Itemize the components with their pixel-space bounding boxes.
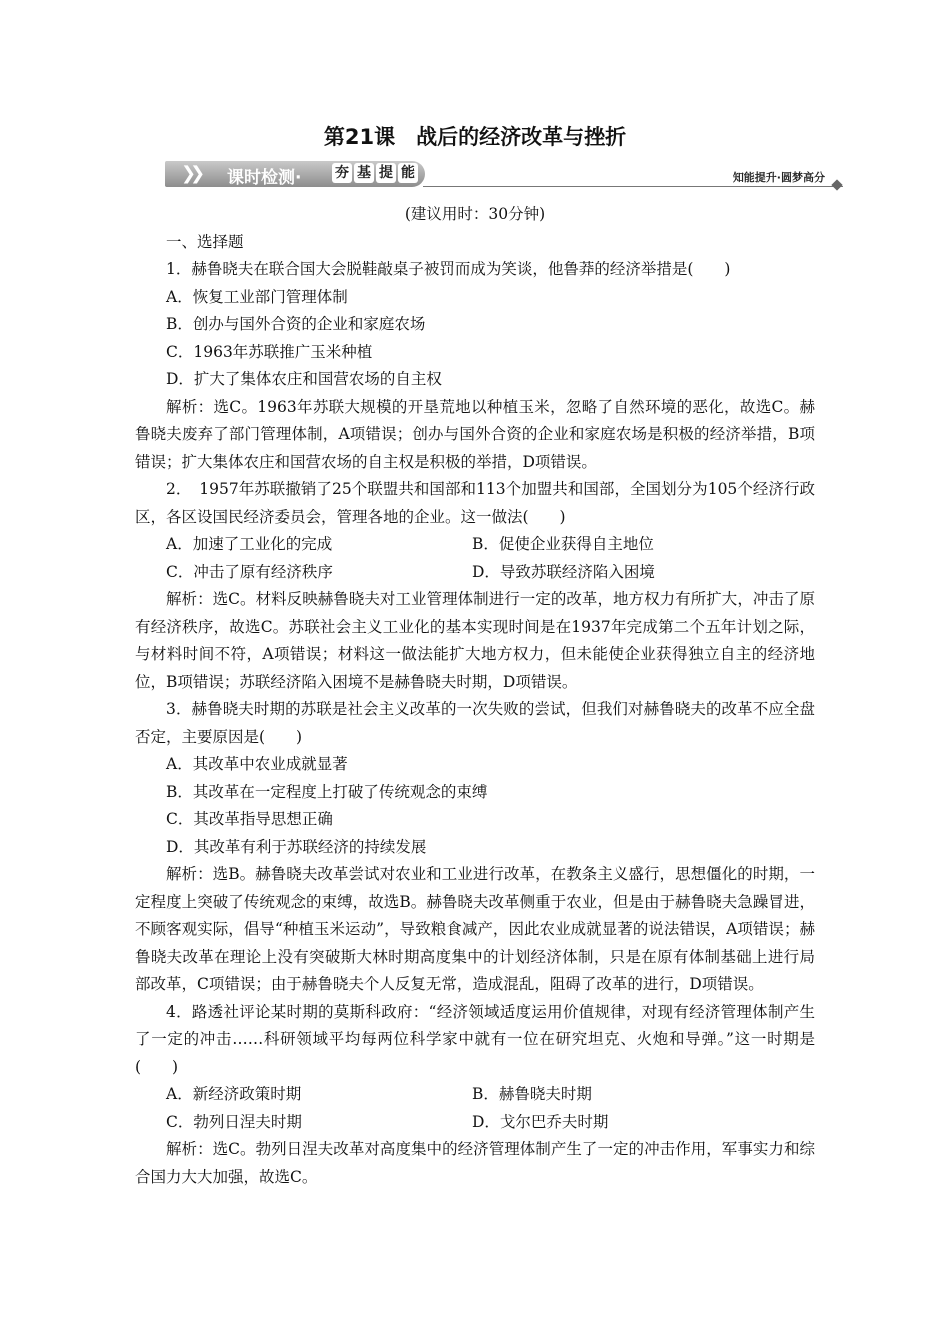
banner-box-3: 提 bbox=[376, 163, 396, 183]
time-note: (建议用时：30分钟) bbox=[404, 205, 546, 223]
q4-options-row-1 bbox=[135, 1081, 815, 1109]
section-heading: 一、选择题 bbox=[166, 232, 244, 251]
q3-option-b: B．其改革在一定程度上打破了传统观念的束缚 bbox=[166, 782, 488, 801]
banner-right-text: 知能提升·圆梦高分 bbox=[732, 171, 825, 184]
question-2-stem: 2． 1957年苏联撤销了25个联盟共和国部和113个加盟共和国部，全国划分为105个经济行政区，各区设国民经济委员会，管理各地的企业。这一做法( ) bbox=[135, 480, 815, 526]
q2-option-d: D．导致苏联经济陷入困境 bbox=[472, 562, 655, 581]
q4-option-a: A．新经济政策时期 bbox=[166, 1085, 302, 1103]
banner-rule bbox=[423, 186, 843, 187]
q1-option-d: D．扩大了集体农庄和国营农场的自主权 bbox=[166, 370, 442, 388]
q3-option-d: D．其改革有利于苏联经济的持续发展 bbox=[166, 837, 427, 856]
q4-option-c: C．勃列日涅夫时期 bbox=[166, 1112, 302, 1131]
q2-options-row-1 bbox=[135, 531, 815, 559]
q1-option-b: B．创办与国外合资的企业和家庭农场 bbox=[166, 315, 426, 333]
q4-option-b: B．赫鲁晓夫时期 bbox=[472, 1085, 592, 1103]
question-1-stem: 1．赫鲁晓夫在联合国大会脱鞋敲桌子被罚而成为笑谈，他鲁莽的经济举措是( ) bbox=[166, 260, 731, 278]
q4-option-d: D．戈尔巴乔夫时期 bbox=[472, 1112, 609, 1131]
banner-box-4: 能 bbox=[398, 163, 418, 183]
section-banner bbox=[165, 160, 845, 190]
double-chevron-icon: ❯❯ bbox=[181, 163, 200, 184]
q2-option-c: C．冲击了原有经济秩序 bbox=[166, 562, 333, 581]
q1-option-c: C．1963年苏联推广玉米种植 bbox=[166, 342, 373, 361]
q3-option-a: A．其改革中农业成就显著 bbox=[166, 755, 348, 773]
q2-analysis: 解析：选C。材料反映赫鲁晓夫对工业管理体制进行一定的改革，地方权力有所扩大，冲击了原有经济秩序，故选C。苏联社会主义工业化的基本实现时间是在1937年完成第二个五年计划之际，与材料时间不符，A项错误；材料这一做法能扩大地方权力，但未能使企业获得独立自主的经济地位，B项错误；苏联经济陷入困境不是赫鲁晓夫时期，D项错误。 bbox=[135, 590, 815, 691]
q3-analysis: 解析：选B。赫鲁晓夫改革尝试对农业和工业进行改革，在教条主义盛行，思想僵化的时期，一定程度上突破了传统观念的束缚，故选B。赫鲁晓夫改革侧重于农业，但是由于赫鲁晓夫急躁冒进，不顾客观实际，倡导“种植玉米运动”，导致粮食减产，因此农业成就显著的说法错误，A项错误；赫鲁晓夫改革在理论上没有突破斯大林时期高度集中的计划经济体制，只是在原有体制基础上进行局部改革，C项错误；由于赫鲁晓夫个人反复无常，造成混乱，阻碍了改革的进行，D项错误。 bbox=[135, 865, 815, 993]
document-body bbox=[135, 201, 815, 1191]
banner-box-2: 基 bbox=[354, 163, 374, 183]
page-title: 第21课 战后的经济改革与挫折 bbox=[323, 125, 627, 149]
q2-option-a: A．加速了工业化的完成 bbox=[166, 535, 333, 553]
diamond-icon bbox=[831, 179, 842, 190]
q1-option-a: A．恢复工业部门管理体制 bbox=[166, 287, 348, 306]
q4-analysis: 解析：选C。勃列日涅夫改革对高度集中的经济管理体制产生了一定的冲击作用，军事实力和综合国力大大加强，故选C。 bbox=[135, 1140, 815, 1186]
question-3-stem: 3．赫鲁晓夫时期的苏联是社会主义改革的一次失败的尝试，但我们对赫鲁晓夫的改革不应全盘否定，主要原因是( ) bbox=[135, 700, 815, 746]
q4-options-row-2 bbox=[135, 1109, 815, 1137]
banner-box-1: 夯 bbox=[332, 163, 352, 183]
q2-options-row-2 bbox=[135, 559, 815, 587]
q3-option-c: C．其改革指导思想正确 bbox=[166, 810, 333, 828]
q2-option-b: B．促使企业获得自主地位 bbox=[472, 535, 654, 553]
question-4-stem: 4．路透社评论某时期的莫斯科政府：“经济领域适度运用价值规律，对现有经济管理体制产生了一定的冲击……科研领域平均每两位科学家中就有一位在研究坦克、火炮和导弹。”这一时期是( ) bbox=[135, 1002, 815, 1076]
q1-analysis: 解析：选C。1963年苏联大规模的开垦荒地以种植玉米，忽略了自然环境的恶化，故选C。赫鲁晓夫废弃了部门管理体制，A项错误；创办与国外合资的企业和家庭农场是积极的经济举措，B项错误；扩大集体农庄和国营农场的自主权是积极的举措，D项错误。 bbox=[135, 397, 815, 471]
banner-label: 课时检测· bbox=[227, 168, 302, 188]
banner-boxes bbox=[332, 163, 418, 183]
